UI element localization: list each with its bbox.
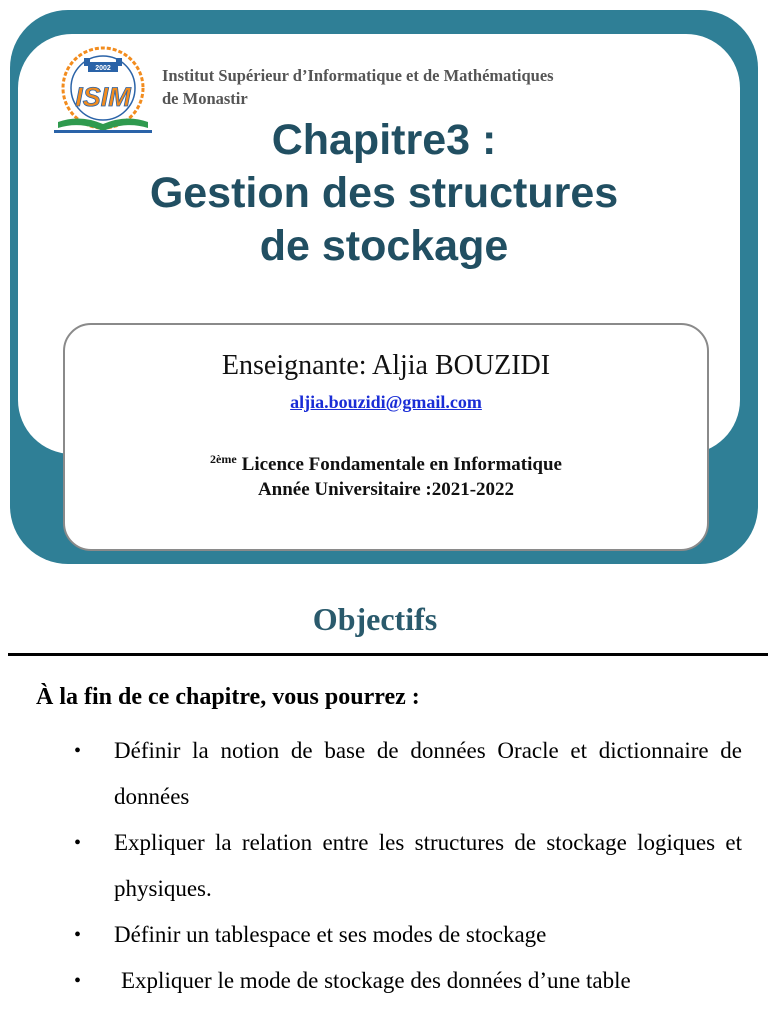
- email-container: [63, 390, 709, 414]
- list-item: [0, 958, 768, 1004]
- objectifs-heading: Objectifs: [312, 601, 438, 637]
- objectifs-list: [0, 728, 768, 1004]
- title-line-3: de stockage: [259, 222, 509, 270]
- title-line-2: Gestion des structures: [149, 169, 619, 217]
- list-item-text: Expliquer le mode de stockage des données d’une table: [121, 968, 631, 993]
- list-item: [0, 912, 768, 958]
- email-link[interactable]: aljia.bouzidi@gmail.com: [290, 392, 482, 412]
- objectifs-intro: À la fin de ce chapitre, vous pourrez :: [36, 684, 420, 710]
- bullet-icon: •: [74, 740, 82, 762]
- bullet-icon: •: [74, 970, 82, 992]
- chapter-title: [20, 114, 748, 273]
- section-divider: [8, 653, 768, 656]
- list-item-text: Définir la notion de base de données Oracle et dictionnaire de données: [114, 738, 742, 809]
- bullet-icon: •: [74, 832, 82, 854]
- title-line-1: Chapitre3 :: [271, 116, 497, 164]
- institute-line-1: Institut Supérieur d’Informatique et de Mathématiques: [162, 66, 554, 85]
- institute-name: [162, 64, 702, 110]
- institute-line-2: de Monastir: [162, 89, 248, 108]
- logo-year: 2002: [95, 65, 111, 72]
- list-item: [0, 820, 768, 912]
- list-item-text: Définir un tablespace et ses modes de stockage: [114, 922, 547, 947]
- degree-name: Licence Fondamentale en Informatique: [241, 454, 562, 475]
- academic-year: Année Universitaire :2021-2022: [257, 479, 515, 500]
- bullet-icon: •: [74, 924, 82, 946]
- teacher-name: Enseignante: Aljia BOUZIDI: [221, 350, 551, 381]
- list-item-text: Expliquer la relation entre les structures de stockage logiques et physiques.: [114, 830, 742, 901]
- list-item: [0, 728, 768, 820]
- logo-text: ISIM: [75, 82, 131, 112]
- degree-level: 2ème: [210, 452, 237, 466]
- degree-line: [63, 446, 709, 478]
